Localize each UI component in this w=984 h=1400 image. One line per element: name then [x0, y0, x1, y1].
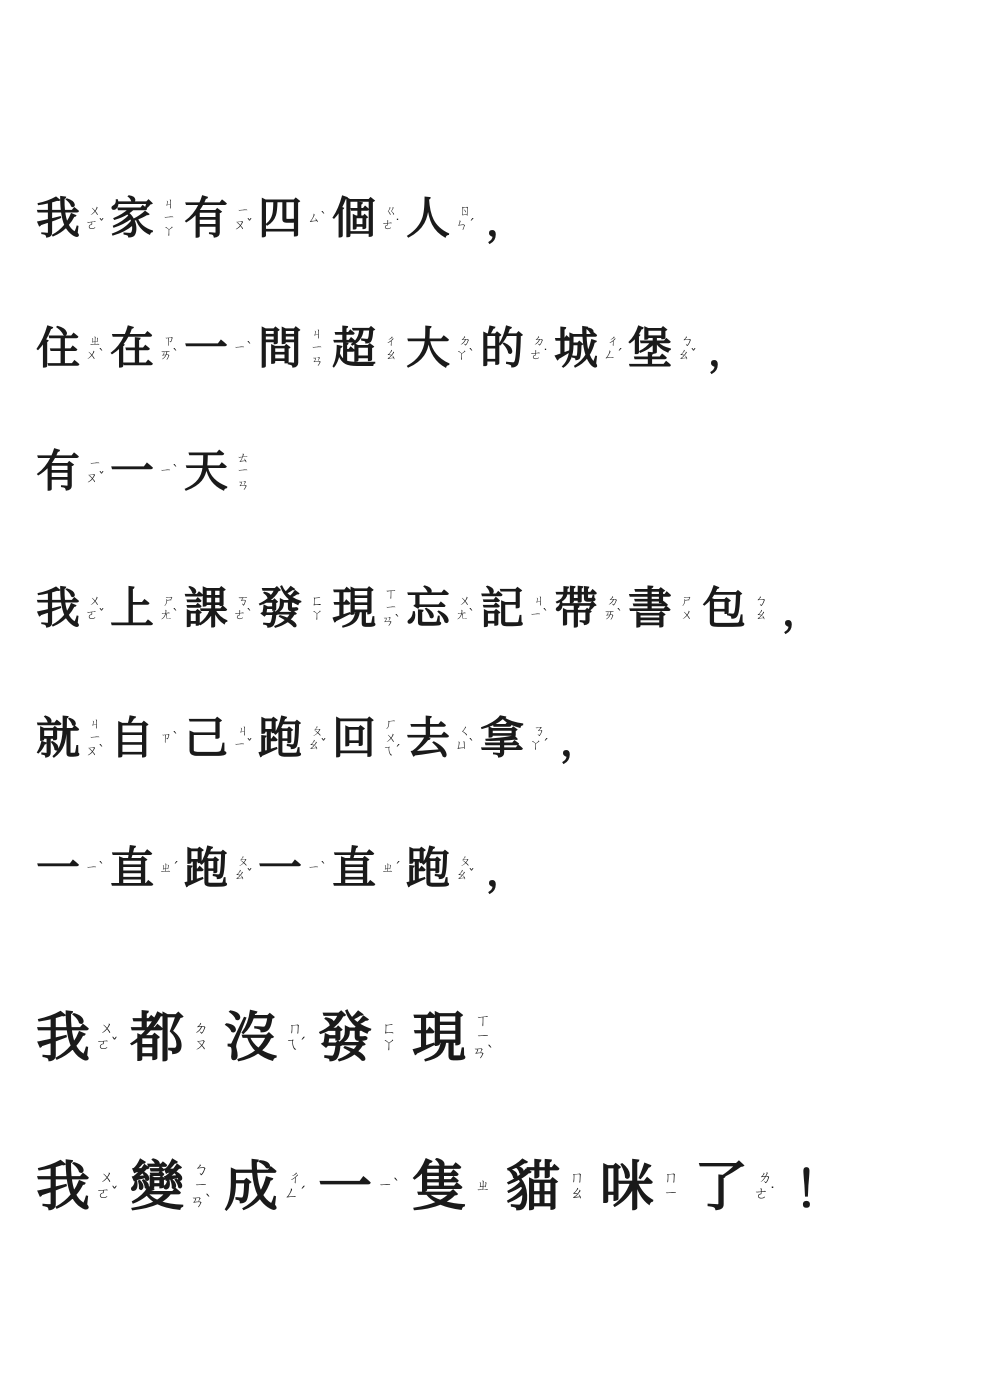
- hanzi: 己: [184, 712, 228, 764]
- zhuyin-symbol: ㄢ: [236, 477, 250, 493]
- hanzi: 拿: [480, 712, 524, 764]
- ruby-character: [258, 842, 328, 894]
- hanzi: 住: [36, 322, 80, 374]
- zhuyin-symbol: ㄚˊ: [529, 737, 549, 753]
- ruby-character: [184, 842, 254, 894]
- hanzi: 有: [184, 192, 228, 244]
- zhuyin-symbol: ㄉ: [458, 333, 472, 349]
- zhuyin-symbol: ㄧˋ: [529, 607, 549, 623]
- zhuyin-symbol: ㄟˊ: [381, 744, 401, 760]
- zhuyin-symbol: ㄆ: [458, 853, 472, 869]
- zhuyin-symbol: ㄐ: [236, 723, 250, 739]
- hanzi: 直: [332, 842, 376, 894]
- hanzi: 的: [480, 322, 524, 374]
- ruby-character: [480, 322, 550, 374]
- zhuyin-symbol: ㄠˇ: [677, 347, 697, 363]
- hanzi: 天: [184, 446, 228, 497]
- zhuyin-symbol: ㄇ: [287, 1019, 303, 1038]
- hanzi: 隻: [412, 1154, 466, 1218]
- zhuyin-symbol: ㄨ: [384, 730, 398, 746]
- ruby-character: [258, 192, 328, 244]
- text-line: [36, 580, 822, 637]
- ruby-character: [110, 322, 180, 374]
- ruby-character: [506, 1154, 590, 1218]
- text-line: [36, 446, 258, 497]
- zhuyin-annotation: [188, 1021, 214, 1053]
- punctuation: ，: [560, 718, 600, 765]
- zhuyin-annotation: [306, 725, 328, 752]
- punctuation: ，: [708, 328, 748, 375]
- zhuyin-symbol: ㄧˋ: [159, 464, 179, 480]
- hanzi: 跑: [406, 842, 450, 894]
- ruby-character: [406, 582, 476, 634]
- zhuyin-symbol: ㄨ: [99, 1168, 115, 1187]
- hanzi: 跑: [258, 712, 302, 764]
- zhuyin-annotation: [376, 1178, 402, 1194]
- zhuyin-symbol: ㄎ: [236, 593, 250, 609]
- zhuyin-symbol: ㄉ: [193, 1019, 209, 1038]
- hanzi: 咪: [600, 1154, 654, 1218]
- zhuyin-symbol: ㄒ: [384, 587, 398, 603]
- zhuyin-symbol: ㄠˇ: [233, 867, 253, 883]
- zhuyin-symbol: ㄇ: [663, 1168, 679, 1187]
- hanzi: 在: [110, 322, 154, 374]
- zhuyin-symbol: ㄧ: [236, 464, 250, 480]
- zhuyin-annotation: [158, 335, 180, 362]
- zhuyin-symbol: ㄐ: [532, 593, 546, 609]
- zhuyin-symbol: ㄧ: [310, 340, 324, 356]
- zhuyin-annotation: [380, 862, 402, 876]
- zhuyin-annotation: [306, 328, 328, 369]
- zhuyin-symbol: ㄠˇ: [455, 867, 475, 883]
- ruby-character: [36, 712, 106, 764]
- zhuyin-annotation: [470, 1178, 496, 1194]
- zhuyin-annotation: [454, 205, 476, 232]
- hanzi: 城: [554, 322, 598, 374]
- ruby-character: [110, 192, 180, 244]
- ruby-character: [332, 842, 402, 894]
- zhuyin-symbol: ㄗ: [162, 333, 176, 349]
- zhuyin-annotation: [232, 595, 254, 622]
- zhuyin-annotation: [454, 595, 476, 622]
- zhuyin-annotation: [306, 595, 328, 622]
- ruby-character: [554, 322, 624, 374]
- zhuyin-symbol: ㄧ: [236, 203, 250, 219]
- zhuyin-symbol: ㄞˋ: [603, 607, 623, 623]
- zhuyin-symbol: ㄅ: [754, 593, 768, 609]
- zhuyin-symbol: ㄧ: [162, 210, 176, 226]
- hanzi: 回: [332, 712, 376, 764]
- ruby-character: [110, 582, 180, 634]
- zhuyin-annotation: [84, 458, 106, 485]
- zhuyin-annotation: [528, 335, 550, 362]
- zhuyin-annotation: [528, 595, 550, 622]
- zhuyin-symbol: ㄚˋ: [455, 347, 475, 363]
- zhuyin-symbol: ㄓ: [475, 1176, 491, 1195]
- hanzi: 有: [36, 446, 80, 497]
- zhuyin-annotation: [84, 862, 106, 876]
- zhuyin-annotation: [602, 595, 624, 622]
- zhuyin-annotation: [282, 1021, 308, 1053]
- zhuyin-annotation: [94, 1021, 120, 1053]
- hanzi: 家: [110, 192, 154, 244]
- zhuyin-symbol: ㄠ: [754, 607, 768, 623]
- zhuyin-symbol: ㄠ: [569, 1184, 585, 1202]
- hanzi: 發: [318, 1005, 372, 1069]
- ruby-character: [406, 712, 476, 764]
- zhuyin-symbol: ㄠˇ: [307, 737, 327, 753]
- ruby-character: [36, 1154, 120, 1218]
- zhuyin-symbol: ㄧ: [88, 730, 102, 746]
- text-line: [36, 710, 600, 767]
- zhuyin-symbol: ㄓ: [88, 333, 102, 349]
- ruby-character: [412, 1005, 496, 1069]
- ruby-character: [184, 446, 254, 497]
- zhuyin-symbol: ㄧ: [475, 1027, 491, 1046]
- ruby-character: [554, 582, 624, 634]
- ruby-character: [332, 192, 402, 244]
- ruby-character: [224, 1154, 308, 1218]
- zhuyin-symbol: ㄜ˙: [381, 217, 401, 233]
- ruby-character: [184, 322, 254, 374]
- zhuyin-annotation: [380, 718, 402, 759]
- zhuyin-symbol: ㄨ: [458, 593, 472, 609]
- ruby-character: [36, 1005, 120, 1069]
- text-line: [36, 840, 526, 897]
- zhuyin-symbol: ㄔ: [606, 333, 620, 349]
- ruby-character: [702, 582, 772, 634]
- zhuyin-symbol: ㄔ: [384, 333, 398, 349]
- hanzi: 了: [694, 1154, 748, 1218]
- zhuyin-symbol: ㄐ: [310, 327, 324, 343]
- ruby-character: [184, 192, 254, 244]
- ruby-character: [628, 322, 698, 374]
- zhuyin-annotation: [380, 335, 402, 362]
- zhuyin-symbol: ㄅ: [680, 333, 694, 349]
- hanzi: 成: [224, 1154, 278, 1218]
- ruby-character: [332, 712, 402, 764]
- ruby-character: [258, 582, 328, 634]
- hanzi: 堡: [628, 322, 672, 374]
- zhuyin-symbol: ㄤˋ: [455, 607, 475, 623]
- hanzi: 一: [184, 322, 228, 374]
- text-line: [36, 320, 748, 377]
- zhuyin-symbol: ㄐ: [162, 197, 176, 213]
- zhuyin-symbol: ㄅ: [193, 1160, 209, 1179]
- hanzi: 忘: [406, 582, 450, 634]
- zhuyin-symbol: ㄨ: [88, 593, 102, 609]
- ruby-character: [406, 192, 476, 244]
- zhuyin-symbol: ㄧˋ: [85, 860, 105, 876]
- zhuyin-annotation: [232, 855, 254, 882]
- ruby-character: [412, 1154, 496, 1218]
- hanzi: 四: [258, 192, 302, 244]
- zhuyin-symbol: ㄛˇ: [95, 1184, 119, 1202]
- hanzi: 跑: [184, 842, 228, 894]
- ruby-character: [36, 446, 106, 497]
- zhuyin-annotation: [232, 452, 254, 493]
- hanzi: 我: [36, 582, 80, 634]
- zhuyin-annotation: [454, 855, 476, 882]
- ruby-character: [184, 712, 254, 764]
- zhuyin-symbol: ㄧ: [88, 457, 102, 473]
- zhuyin-annotation: [602, 335, 624, 362]
- hanzi: 人: [406, 192, 450, 244]
- zhuyin-annotation: [282, 1170, 308, 1202]
- zhuyin-symbol: ㄒ: [475, 1011, 491, 1030]
- zhuyin-symbol: ㄌ: [757, 1168, 773, 1187]
- ruby-character: [224, 1005, 308, 1069]
- zhuyin-symbol: ㄢˋ: [471, 1042, 495, 1061]
- zhuyin-symbol: ㄤˋ: [159, 607, 179, 623]
- zhuyin-symbol: ㄢˋ: [189, 1191, 213, 1210]
- zhuyin-symbol: ㄧ: [384, 600, 398, 616]
- zhuyin-annotation: [188, 1162, 214, 1209]
- hanzi: 變: [130, 1154, 184, 1218]
- ruby-character: [36, 322, 106, 374]
- hanzi: 發: [258, 582, 302, 634]
- zhuyin-annotation: [752, 1170, 778, 1202]
- zhuyin-symbol: ㄩˋ: [455, 737, 475, 753]
- zhuyin-symbol: ㄠ: [384, 347, 398, 363]
- zhuyin-symbol: ㄢ: [310, 354, 324, 370]
- zhuyin-symbol: ㄗˋ: [159, 730, 179, 746]
- zhuyin-symbol: ㄧˋ: [377, 1176, 401, 1195]
- zhuyin-symbol: ㄛˇ: [95, 1035, 119, 1053]
- punctuation: ，: [782, 588, 822, 635]
- hanzi: 上: [110, 582, 154, 634]
- zhuyin-annotation: [306, 212, 328, 226]
- hanzi: 帶: [554, 582, 598, 634]
- zhuyin-symbol: ㄡˇ: [85, 471, 105, 486]
- hanzi: 我: [36, 1005, 90, 1069]
- hanzi: 超: [332, 322, 376, 374]
- zhuyin-annotation: [376, 1021, 402, 1053]
- ruby-character: [258, 712, 328, 764]
- punctuation: ！: [794, 1160, 844, 1219]
- zhuyin-annotation: [564, 1170, 590, 1202]
- hanzi: 沒: [224, 1005, 278, 1069]
- zhuyin-symbol: ㄧ: [663, 1184, 679, 1202]
- hanzi: 我: [36, 1154, 90, 1218]
- zhuyin-symbol: ㄕ: [680, 593, 694, 609]
- zhuyin-symbol: ㄚ: [310, 607, 324, 623]
- ruby-character: [110, 842, 180, 894]
- ruby-character: [36, 582, 106, 634]
- hanzi: 包: [702, 582, 746, 634]
- zhuyin-symbol: ㄢˋ: [381, 614, 401, 630]
- zhuyin-symbol: ㄍ: [384, 203, 398, 219]
- hanzi: 記: [480, 582, 524, 634]
- hanzi: 課: [184, 582, 228, 634]
- zhuyin-annotation: [232, 725, 254, 752]
- ruby-character: [406, 842, 476, 894]
- hanzi: 貓: [506, 1154, 560, 1218]
- zhuyin-symbol: ㄋ: [532, 723, 546, 739]
- text-line: [36, 1005, 506, 1069]
- zhuyin-annotation: [750, 595, 772, 622]
- zhuyin-annotation: [84, 205, 106, 232]
- zhuyin-symbol: ㄜˋ: [233, 607, 253, 623]
- hanzi: 現: [412, 1005, 466, 1069]
- hanzi: 個: [332, 192, 376, 244]
- zhuyin-annotation: [454, 725, 476, 752]
- text-line: [36, 1150, 844, 1222]
- hanzi: 我: [36, 192, 80, 244]
- zhuyin-symbol: ㄆ: [236, 853, 250, 869]
- zhuyin-symbol: ㄧˋ: [233, 340, 253, 356]
- zhuyin-symbol: ㄊ: [236, 450, 250, 466]
- zhuyin-symbol: ㄈ: [310, 593, 324, 609]
- hanzi: 書: [628, 582, 672, 634]
- hanzi: 都: [130, 1005, 184, 1069]
- zhuyin-symbol: ㄜ˙: [529, 347, 549, 363]
- ruby-character: [480, 712, 550, 764]
- zhuyin-annotation: [158, 595, 180, 622]
- zhuyin-symbol: ㄨˋ: [85, 347, 105, 363]
- zhuyin-annotation: [84, 595, 106, 622]
- zhuyin-symbol: ㄇ: [569, 1168, 585, 1187]
- hanzi: 間: [258, 322, 302, 374]
- zhuyin-annotation: [454, 335, 476, 362]
- hanzi: 一: [258, 842, 302, 894]
- hanzi: 直: [110, 842, 154, 894]
- hanzi: 就: [36, 712, 80, 764]
- zhuyin-symbol: ㄛˇ: [85, 607, 105, 623]
- zhuyin-symbol: ㄞˋ: [159, 347, 179, 363]
- hanzi: 一: [318, 1154, 372, 1218]
- zhuyin-symbol: ㄡ: [193, 1035, 209, 1053]
- zhuyin-symbol: ㄥˊ: [603, 347, 623, 363]
- zhuyin-symbol: ㄨ: [680, 607, 694, 623]
- zhuyin-annotation: [676, 595, 698, 622]
- zhuyin-annotation: [306, 862, 328, 876]
- punctuation: ，: [486, 198, 526, 245]
- ruby-character: [318, 1005, 402, 1069]
- zhuyin-symbol: ㄕ: [162, 593, 176, 609]
- zhuyin-symbol: ㄚ: [162, 224, 176, 240]
- zhuyin-symbol: ㄡˇ: [233, 217, 253, 233]
- zhuyin-symbol: ㄑ: [458, 723, 472, 739]
- zhuyin-symbol: ㄔ: [287, 1168, 303, 1187]
- zhuyin-symbol: ㄨ: [88, 203, 102, 219]
- zhuyin-annotation: [158, 198, 180, 239]
- zhuyin-annotation: [158, 732, 180, 746]
- ruby-character: [36, 192, 106, 244]
- zhuyin-annotation: [158, 862, 180, 876]
- zhuyin-annotation: [84, 718, 106, 759]
- punctuation: ，: [486, 848, 526, 895]
- zhuyin-symbol: ㄛˇ: [85, 217, 105, 233]
- zhuyin-symbol: ㄐ: [88, 717, 102, 733]
- zhuyin-symbol: ㄖ: [458, 203, 472, 219]
- ruby-character: [130, 1154, 214, 1218]
- zhuyin-symbol: ㄡˋ: [85, 744, 105, 760]
- text-line: [36, 190, 526, 247]
- zhuyin-symbol: ㄓˊ: [381, 860, 401, 876]
- ruby-character: [110, 446, 180, 497]
- zhuyin-symbol: ㄧˇ: [233, 737, 253, 753]
- zhuyin-annotation: [658, 1170, 684, 1202]
- zhuyin-annotation: [676, 335, 698, 362]
- zhuyin-annotation: [84, 335, 106, 362]
- zhuyin-symbol: ㄧˋ: [307, 860, 327, 876]
- zhuyin-symbol: ㄉ: [606, 593, 620, 609]
- ruby-character: [332, 582, 402, 634]
- zhuyin-symbol: ㄚ: [381, 1035, 397, 1053]
- zhuyin-symbol: ㄣˊ: [455, 217, 475, 233]
- zhuyin-symbol: ㄉ: [532, 333, 546, 349]
- ruby-character: [258, 322, 328, 374]
- ruby-character: [184, 582, 254, 634]
- hanzi: 自: [110, 712, 154, 764]
- zhuyin-annotation: [528, 725, 550, 752]
- zhuyin-annotation: [232, 342, 254, 356]
- ruby-character: [332, 322, 402, 374]
- hanzi: 現: [332, 582, 376, 634]
- ruby-character: [628, 582, 698, 634]
- ruby-character: [110, 712, 180, 764]
- zhuyin-symbol: ㄙˋ: [307, 210, 327, 226]
- zhuyin-symbol: ㄟˊ: [283, 1035, 307, 1053]
- ruby-character: [480, 582, 550, 634]
- zhuyin-symbol: ㄓˊ: [159, 860, 179, 876]
- hanzi: 去: [406, 712, 450, 764]
- hanzi: 一: [36, 842, 80, 894]
- ruby-character: [406, 322, 476, 374]
- zhuyin-annotation: [470, 1013, 496, 1060]
- ruby-character: [36, 842, 106, 894]
- zhuyin-symbol: ㄨ: [99, 1019, 115, 1038]
- zhuyin-symbol: ㄧ: [193, 1176, 209, 1195]
- zhuyin-annotation: [158, 465, 180, 479]
- zhuyin-symbol: ㄆ: [310, 723, 324, 739]
- ruby-character: [318, 1154, 402, 1218]
- hanzi: 大: [406, 322, 450, 374]
- zhuyin-symbol: ㄜ˙: [753, 1184, 777, 1202]
- ruby-character: [130, 1005, 214, 1069]
- zhuyin-symbol: ㄏ: [384, 717, 398, 733]
- zhuyin-annotation: [232, 205, 254, 232]
- hanzi: 一: [110, 446, 154, 497]
- zhuyin-symbol: ㄥˊ: [283, 1184, 307, 1202]
- zhuyin-annotation: [380, 588, 402, 629]
- zhuyin-annotation: [94, 1170, 120, 1202]
- zhuyin-annotation: [380, 205, 402, 232]
- ruby-character: [694, 1154, 778, 1218]
- ruby-character: [600, 1154, 684, 1218]
- zhuyin-symbol: ㄈ: [381, 1019, 397, 1038]
